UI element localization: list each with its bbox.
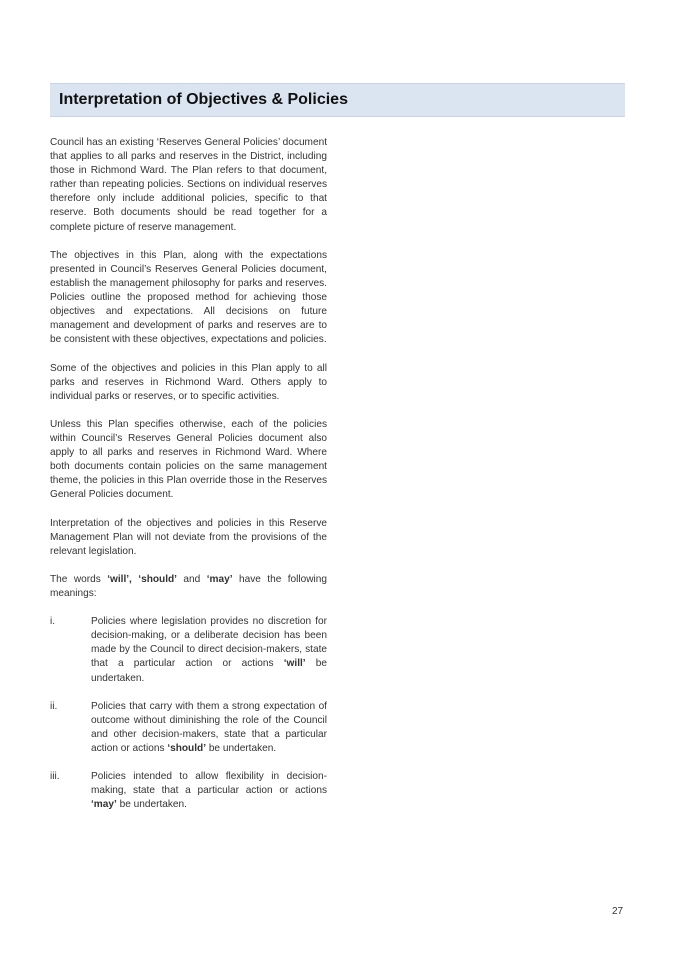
section-heading-bar [50, 83, 625, 117]
paragraph-reserves-general-policies: Council has an existing ‘Reserves General Policies’ document that applies to all parks and reserves in the District, including those in Richmond Ward. The Plan refers to that document, rather than repeating policies. Sections on individual reserves therefore only include additional policies, specific to that reserve. Both documents should be read together for a complete picture of reserve management. [50, 137, 327, 233]
list-number: i. [50, 616, 56, 628]
list-number: ii. [50, 700, 58, 712]
bold-terms: ‘will’, ‘should’ [107, 573, 177, 585]
body-text-column [50, 136, 327, 827]
list-item [50, 700, 327, 756]
list-item [50, 615, 327, 685]
list-number: iii. [50, 771, 60, 783]
section-heading: Interpretation of Objectives & Policies [59, 91, 348, 108]
list-text: Policies that carry with them a strong expectation of outcome without diminishing the role of the Council and other decision-makers, state that a particular action or actions ‘should’ be undertaken. [91, 700, 327, 755]
list-text: Policies where legislation provides no discretion for decision-making, or a deliberate decision has been made by the Council to direct decision-makers, state that a particular action or actions ‘will’ be undertaken. [91, 616, 327, 684]
paragraph-scope: Some of the objectives and policies in this Plan apply to all parks and reserves in Richmond Ward. Others apply to individual parks or reserves, or to specific activities. [50, 362, 327, 402]
list-item [50, 770, 327, 812]
paragraph-objectives: The objectives in this Plan, along with the expectations presented in Council’s Reserves General Policies document, establish the management philosophy for parks and reserves. Policies outline the proposed method for achieving those objectives and expectations. All decisions on future management and development of parks and reserves are to be consistent with these objectives, expectations and policies. [50, 249, 327, 346]
paragraph-word-meanings: The words ‘will’, ‘should’ and ‘may’ have the following meanings: [50, 573, 328, 599]
paragraph-legislation: Interpretation of the objectives and policies in this Reserve Management Plan will not deviate from the provisions of the relevant legislation. [50, 517, 327, 557]
list-text: Policies intended to allow flexibility in decision-making, state that a particular action or actions ‘may’ be undertaken. [91, 771, 327, 811]
page-number: 27 [612, 906, 624, 917]
bold-term-may: ‘may’ [206, 573, 233, 585]
paragraph-override: Unless this Plan specifies otherwise, each of the policies within Council’s Reserves General Policies document also apply to all parks and reserves in Richmond Ward. Where both documents contain policies on the same management theme, the policies in this Plan override those in the Reserves General Policies document. [50, 418, 327, 501]
